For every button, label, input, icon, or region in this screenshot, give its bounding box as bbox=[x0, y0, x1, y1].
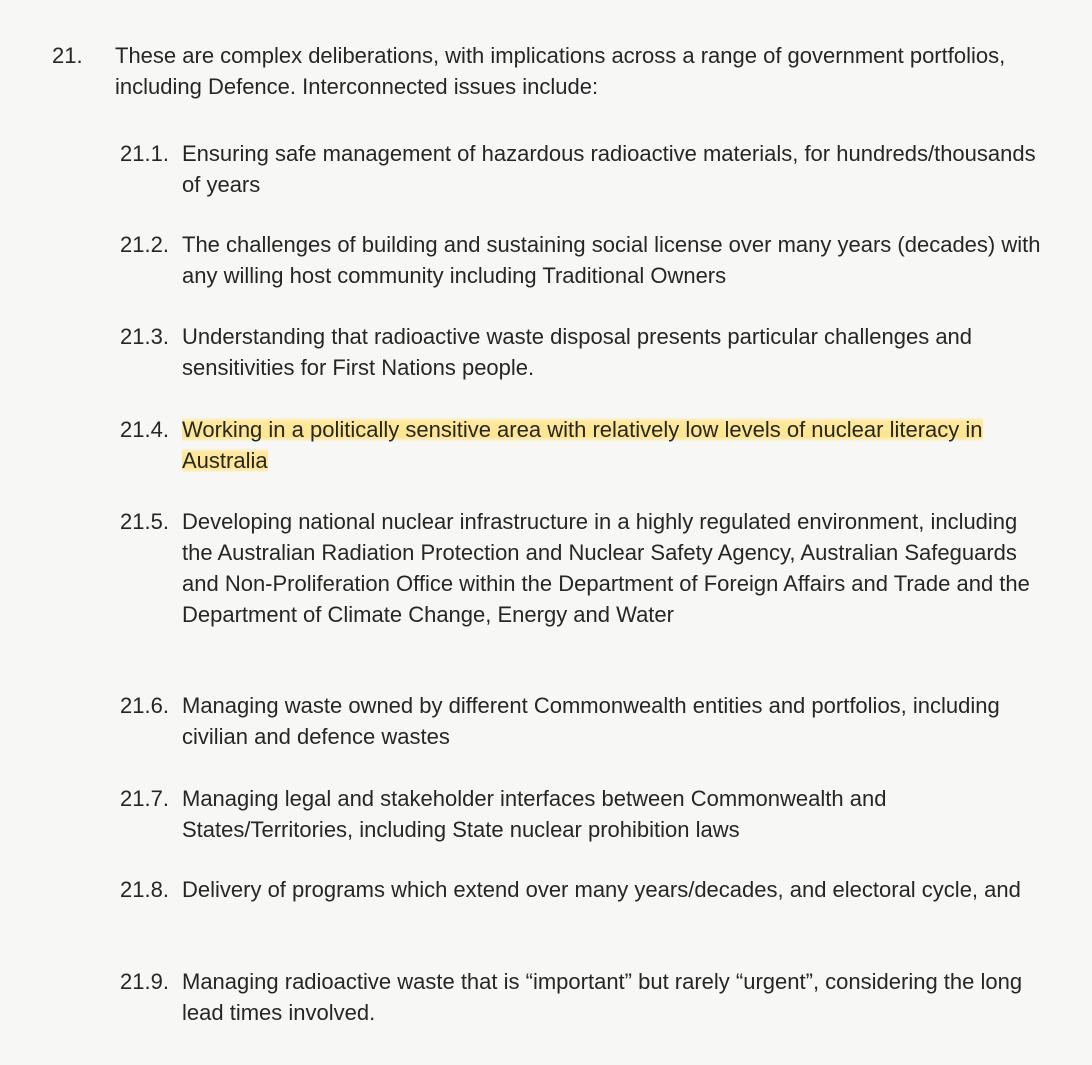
paragraph-number: 21. bbox=[52, 43, 83, 68]
list-item-number: 21.6. bbox=[120, 693, 169, 718]
list-item-number: 21.8. bbox=[120, 877, 169, 902]
list-item-number: 21.5. bbox=[120, 509, 169, 534]
list-item-number: 21.7. bbox=[120, 786, 169, 811]
list-item-text: Understanding that radioactive waste disposal presents particular challenges and sensitivities for First Nations people. bbox=[182, 324, 973, 380]
list-item-number: 21.9. bbox=[120, 969, 169, 994]
list-item-text: Managing legal and stakeholder interfaces between Commonwealth and States/Territories, including State nuclear prohibition laws bbox=[182, 786, 887, 842]
list-item-text: Developing national nuclear infrastructure in a highly regulated environment, including the Australian Radiation Protection and Nuclear Safety Agency, Australian Safeguards and Non-Proliferation Office within the Department of Foreign Affairs and Trade and the Department of Climate Change, Energy and Water bbox=[182, 509, 1030, 627]
list-item-text: Ensuring safe management of hazardous radioactive materials, for hundreds/thousands of years bbox=[182, 141, 1036, 197]
list-item-text: Delivery of programs which extend over many years/decades, and electoral cycle, and bbox=[182, 877, 1021, 902]
list-item-number: 21.2. bbox=[120, 232, 169, 257]
list-item-number: 21.1. bbox=[120, 141, 169, 166]
list-item-text: Managing waste owned by different Commonwealth entities and portfolios, including civilian and defence wastes bbox=[182, 693, 1000, 749]
list-item-number: 21.4. bbox=[120, 417, 169, 442]
highlight-mark: Working in a politically sensitive area with relatively low levels of nuclear literacy in Australia bbox=[182, 417, 983, 473]
list-item-number: 21.3. bbox=[120, 324, 169, 349]
paragraph-text: These are complex deliberations, with implications across a range of government portfolios, including Defence. Interconnected issues include: bbox=[115, 43, 1006, 99]
list-item-text-highlighted bbox=[182, 414, 1052, 476]
list-item-text: Managing radioactive waste that is “important” but rarely “urgent”, considering the long lead times involved. bbox=[182, 969, 1023, 1025]
list-item-text: The challenges of building and sustaining social license over many years (decades) with any willing host community including Traditional Owners bbox=[182, 232, 1041, 288]
